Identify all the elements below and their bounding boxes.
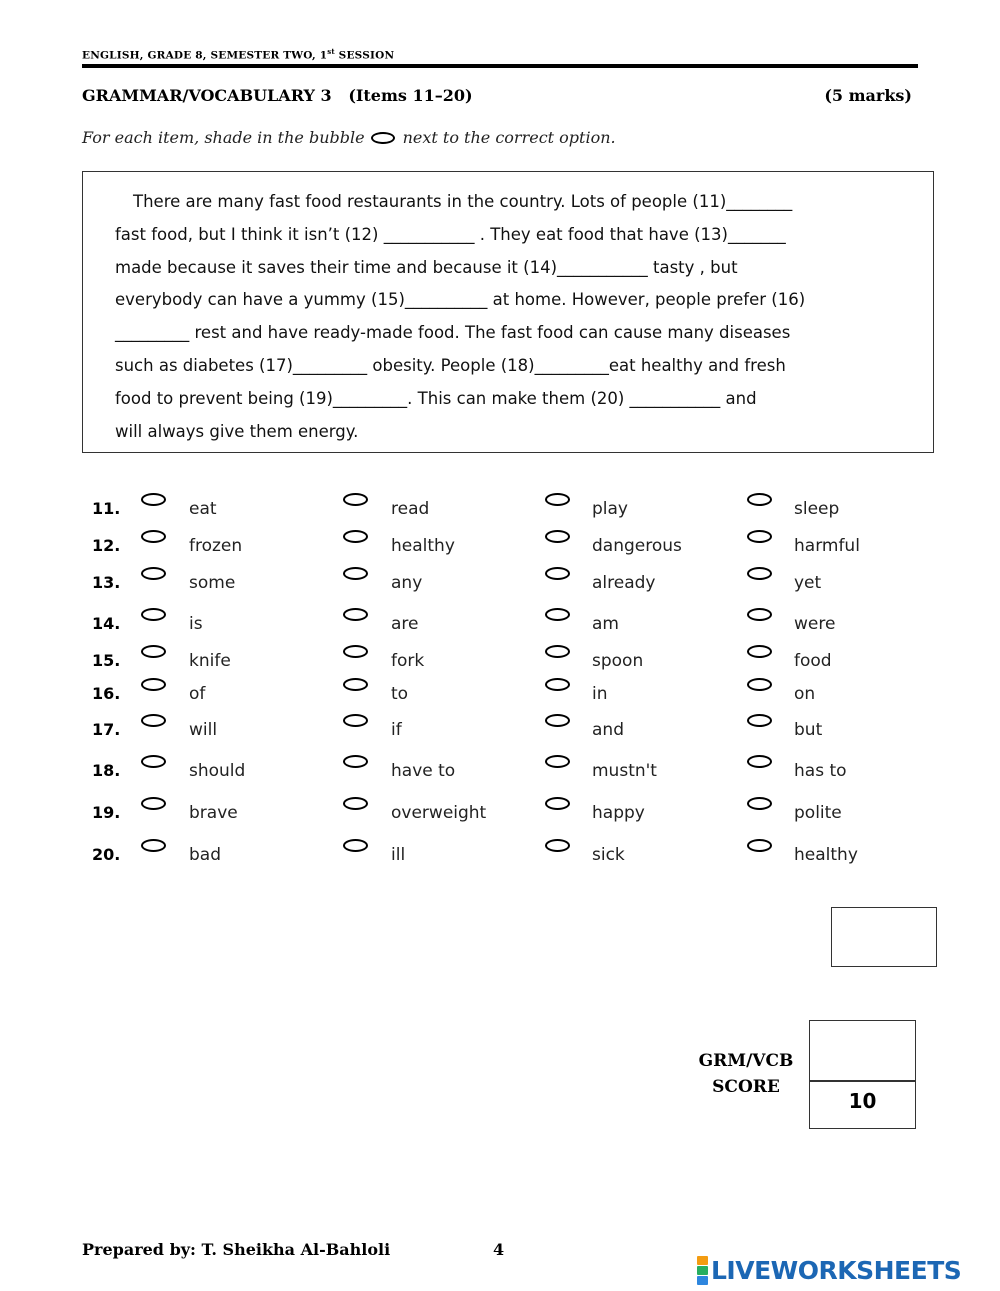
passage-line: everybody can have a yummy (15)__________ at home. However, people prefer (16) xyxy=(115,290,806,310)
logo-mark-square xyxy=(697,1266,708,1275)
answer-bubble[interactable] xyxy=(141,797,166,810)
answer-item-row xyxy=(0,651,1000,675)
answer-option-label: in xyxy=(592,684,608,704)
answer-option-label: healthy xyxy=(794,845,858,865)
answer-option-label: fork xyxy=(391,651,425,671)
answer-bubble[interactable] xyxy=(343,839,368,852)
answer-option-label: ill xyxy=(391,845,406,865)
logo-mark-square xyxy=(697,1276,708,1285)
footer-page-number: 4 xyxy=(493,1240,505,1259)
passage-line: will always give them energy. xyxy=(115,421,359,441)
answer-bubble[interactable] xyxy=(747,714,772,727)
answer-bubble[interactable] xyxy=(343,567,368,580)
answer-bubble[interactable] xyxy=(747,797,772,810)
answer-option-label: play xyxy=(592,499,628,519)
answer-option-label: are xyxy=(391,614,419,634)
answer-option-label: read xyxy=(391,499,430,519)
answer-option-label: to xyxy=(391,684,409,704)
item-number: 15. xyxy=(92,651,121,670)
answer-bubble[interactable] xyxy=(545,493,570,506)
answer-option-label: some xyxy=(189,573,236,593)
score-max: 10 xyxy=(848,1089,877,1113)
answer-bubble[interactable] xyxy=(545,839,570,852)
answer-option-label: already xyxy=(592,573,656,593)
item-number: 19. xyxy=(92,803,121,822)
answer-bubble[interactable] xyxy=(141,567,166,580)
answer-bubble[interactable] xyxy=(747,678,772,691)
answer-option-label: dangerous xyxy=(592,536,682,556)
blank-answer-box xyxy=(831,907,937,967)
answer-option-label: food xyxy=(794,651,832,671)
answer-bubble[interactable] xyxy=(343,530,368,543)
answer-bubble[interactable] xyxy=(545,608,570,621)
answer-option-label: eat xyxy=(189,499,217,519)
logo-text: LIVEWORKSHEETS xyxy=(711,1256,962,1285)
answer-bubble[interactable] xyxy=(545,678,570,691)
answer-bubble[interactable] xyxy=(545,645,570,658)
answer-bubble[interactable] xyxy=(141,608,166,621)
answer-option-label: brave xyxy=(189,803,238,823)
answer-option-label: should xyxy=(189,761,246,781)
item-number: 16. xyxy=(92,684,121,703)
answer-item-row xyxy=(0,845,1000,869)
answer-bubble[interactable] xyxy=(747,839,772,852)
answer-item-row xyxy=(0,684,1000,708)
answer-option-label: overweight xyxy=(391,803,487,823)
answer-bubble[interactable] xyxy=(343,608,368,621)
answer-item-row xyxy=(0,803,1000,827)
passage-line: such as diabetes (17)_________ obesity. People (18)_________eat healthy and fresh xyxy=(115,355,786,375)
passage-line: made because it saves their time and because it (14)___________ tasty , but xyxy=(115,257,738,277)
answer-option-label: knife xyxy=(189,651,231,671)
answer-option-label: were xyxy=(794,614,836,634)
logo-mark-square xyxy=(697,1256,708,1265)
answer-bubble[interactable] xyxy=(545,714,570,727)
answer-bubble[interactable] xyxy=(747,493,772,506)
answer-option-label: spoon xyxy=(592,651,644,671)
answer-bubble[interactable] xyxy=(141,493,166,506)
answer-option-label: polite xyxy=(794,803,842,823)
score-box xyxy=(809,1020,916,1129)
item-number: 20. xyxy=(92,845,121,864)
answer-option-label: mustn't xyxy=(592,761,657,781)
answer-option-label: bad xyxy=(189,845,221,865)
answer-option-label: is xyxy=(189,614,203,634)
score-label xyxy=(690,1048,802,1100)
answer-bubble[interactable] xyxy=(747,645,772,658)
answer-option-label: on xyxy=(794,684,816,704)
header-divider xyxy=(82,64,918,68)
instructions xyxy=(82,128,616,147)
answer-bubble[interactable] xyxy=(343,714,368,727)
answer-item-row xyxy=(0,573,1000,597)
answer-bubble[interactable] xyxy=(141,645,166,658)
item-number: 14. xyxy=(92,614,121,633)
instructions-text-before: For each item, shade in the bubble xyxy=(82,128,365,147)
document-header: ENGLISH, GRADE 8, SEMESTER TWO, 1st SESSION xyxy=(82,47,395,62)
answer-item-row xyxy=(0,499,1000,523)
passage-line: _________ rest and have ready-made food. The fast food can cause many diseases xyxy=(115,323,791,343)
answer-option-label: has to xyxy=(794,761,847,781)
passage-text xyxy=(115,186,905,448)
answer-option-label: any xyxy=(391,573,423,593)
item-number: 12. xyxy=(92,536,121,555)
answer-option-label: am xyxy=(592,614,619,634)
answer-bubble[interactable] xyxy=(747,755,772,768)
answer-option-label: have to xyxy=(391,761,456,781)
answer-option-label: harmful xyxy=(794,536,860,556)
answer-bubble[interactable] xyxy=(747,530,772,543)
answer-bubble[interactable] xyxy=(343,493,368,506)
answer-bubble[interactable] xyxy=(141,755,166,768)
answer-bubble[interactable] xyxy=(545,530,570,543)
item-number: 18. xyxy=(92,761,121,780)
answer-bubble[interactable] xyxy=(545,797,570,810)
passage-line: There are many fast food restaurants in the country. Lots of people (11)________ xyxy=(133,192,793,211)
answer-bubble[interactable] xyxy=(343,645,368,658)
section-marks: (5 marks) xyxy=(824,86,912,105)
answer-item-row xyxy=(0,536,1000,560)
answer-option-label: sleep xyxy=(794,499,840,519)
footer-prepared-by: Prepared by: T. Sheikha Al-Bahloli xyxy=(82,1240,391,1259)
answer-item-row xyxy=(0,761,1000,785)
answer-bubble[interactable] xyxy=(141,530,166,543)
logo-mark-icon xyxy=(697,1256,708,1285)
item-number: 17. xyxy=(92,720,121,739)
answer-bubble[interactable] xyxy=(545,755,570,768)
bubble-icon xyxy=(371,132,395,144)
answer-bubble[interactable] xyxy=(343,755,368,768)
answer-bubble[interactable] xyxy=(747,567,772,580)
answer-option-label: healthy xyxy=(391,536,455,556)
answer-option-label: if xyxy=(391,720,402,740)
item-number: 11. xyxy=(92,499,121,518)
answer-item-row xyxy=(0,614,1000,638)
answer-bubble[interactable] xyxy=(343,678,368,691)
answer-bubble[interactable] xyxy=(141,714,166,727)
answer-option-label: of xyxy=(189,684,206,704)
answer-option-label: will xyxy=(189,720,218,740)
score-label-line1: GRM/VCB xyxy=(698,1051,794,1071)
answer-bubble[interactable] xyxy=(545,567,570,580)
answer-option-label: sick xyxy=(592,845,625,865)
answer-bubble[interactable] xyxy=(141,678,166,691)
score-box-divider xyxy=(810,1080,915,1082)
passage-line: fast food, but I think it isn’t (12) ___________ . They eat food that have (13)_______ xyxy=(115,224,786,244)
answer-option-label: and xyxy=(592,720,624,740)
item-number: 13. xyxy=(92,573,121,592)
instructions-text-after: next to the correct option. xyxy=(402,128,616,147)
score-label-line2: SCORE xyxy=(712,1077,780,1097)
answer-option-label: yet xyxy=(794,573,822,593)
answer-bubble[interactable] xyxy=(141,839,166,852)
answer-option-label: frozen xyxy=(189,536,243,556)
answer-bubble[interactable] xyxy=(343,797,368,810)
answer-option-label: but xyxy=(794,720,823,740)
liveworksheets-logo[interactable] xyxy=(697,1256,961,1285)
section-title: GRAMMAR/VOCABULARY 3 (Items 11–20) xyxy=(82,86,473,105)
answer-option-label: happy xyxy=(592,803,645,823)
passage-line: food to prevent being (19)_________. This can make them (20) ___________ and xyxy=(115,388,757,408)
answer-item-row xyxy=(0,720,1000,744)
answer-bubble[interactable] xyxy=(747,608,772,621)
